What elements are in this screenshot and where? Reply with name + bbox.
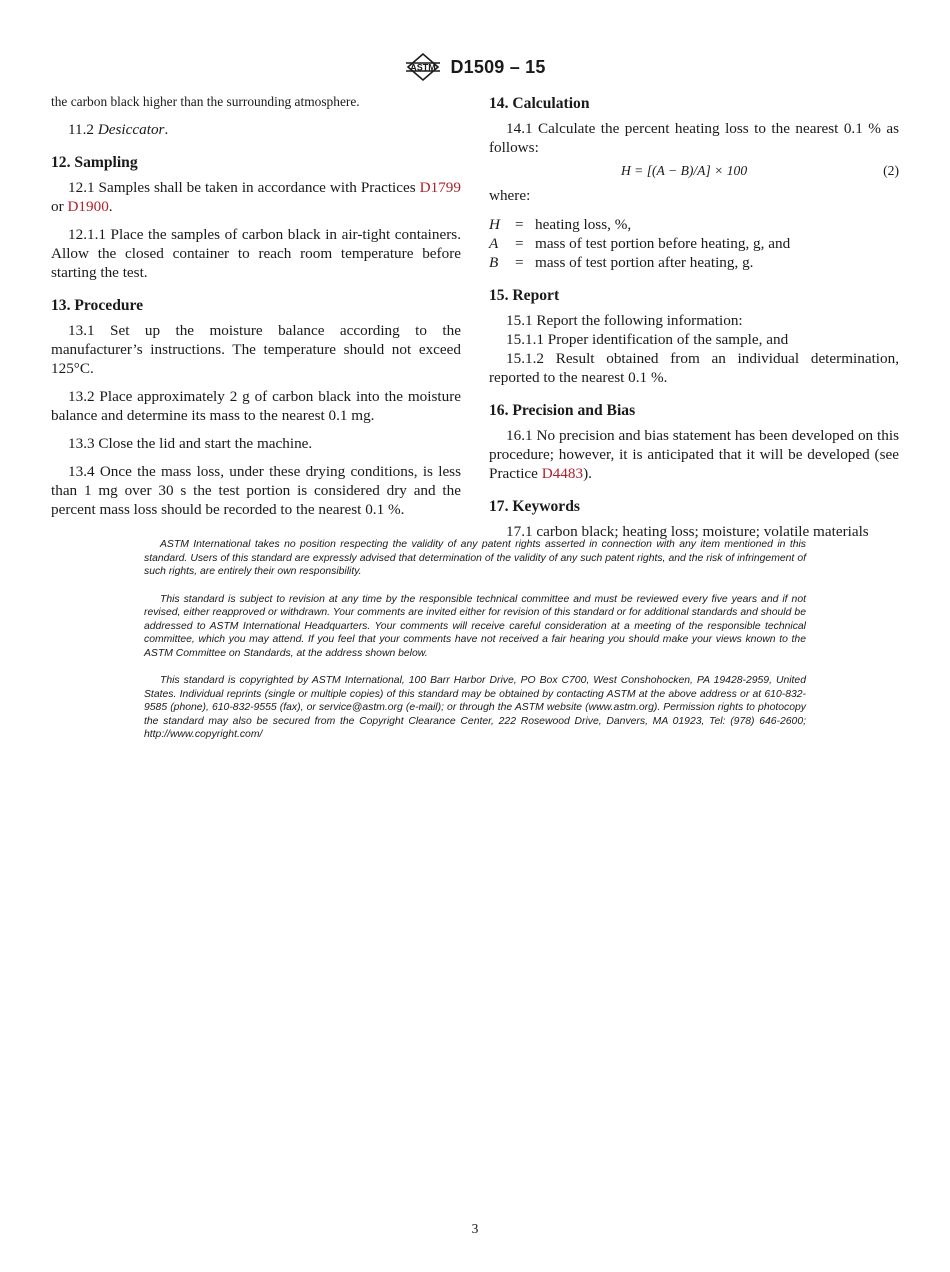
definition-text: mass of test portion after heating, g. <box>535 254 754 271</box>
section-14-heading: 14. Calculation <box>489 95 590 112</box>
paragraph-12-1-mid: or <box>51 198 68 215</box>
item-11-2-number: 11.2 <box>68 121 95 138</box>
paragraph-12-1 <box>51 178 461 216</box>
item-11-2-term: Desiccator <box>97 121 165 138</box>
copyright-notice: This standard is copyrighted by ASTM International, 100 Barr Harbor Drive, PO Box C700, West Conshohocken, PA 19428-2959, United States. Individual reprints (single or multiple copies) of this standard may be obtained by contacting ASTM at the above address or at 610-832-9585 (phone), 610-832-9555 (fax), or service@astm.org (e-mail); or through the ASTM website (www.astm.org). Permission rights to photocopy the standard may also be secured from the Copyright Clearance Center, 222 Rosewood Drive, Danvers, MA 01923, Tel: (978) 646-2600; http://www.copyright.com/ <box>144 675 806 740</box>
standard-designation: D1509 – 15 <box>450 56 546 77</box>
section-13-heading: 13. Procedure <box>51 297 144 314</box>
page-header <box>0 52 950 82</box>
definition-equals: = <box>515 235 524 252</box>
paragraph-17-1: 17.1 carbon black; heating loss; moisture; volatile materials <box>506 523 869 540</box>
paragraph-13-2: 13.2 Place approximately 2 g of carbon black into the moisture balance and determine its mass to the nearest 0.1 mg. <box>51 388 461 424</box>
patent-notice: ASTM International takes no position respecting the validity of any patent rights asserted in connection with any item mentioned in this standard. Users of this standard are expressly advised that determination of the validity of any such patent rights, and the risk of infringement of such rights, are entirely their own responsibility. <box>144 539 806 577</box>
paragraph-15-1-1: 15.1.1 Proper identification of the sample, and <box>506 331 789 348</box>
definition-equals: = <box>515 216 524 233</box>
definition-equals: = <box>515 254 524 271</box>
definition-text: heating loss, %, <box>535 216 632 233</box>
paragraph-13-3: 13.3 Close the lid and start the machine. <box>68 435 313 452</box>
paragraph-16-1-end: ). <box>583 465 592 482</box>
definition-row <box>489 234 899 253</box>
paragraph-12-1-1: 12.1.1 Place the samples of carbon black in air-tight containers. Allow the closed container to reach room temperature before starting the test. <box>51 226 461 281</box>
section-15-heading: 15. Report <box>489 287 560 304</box>
paragraph-15-1-2: 15.1.2 Result obtained from an individual determination, reported to the nearest 0.1 %. <box>489 350 899 386</box>
paragraph-14-1: 14.1 Calculate the percent heating loss to the nearest 0.1 % as follows: <box>489 120 899 156</box>
revision-notice: This standard is subject to revision at any time by the responsible technical committee and must be reviewed every five years and if not revised, either reapproved or withdrawn. Your comments are invited either for revision of this standard or for additional standards and should be addressed to ASTM International Headquarters. Your comments will receive careful consideration at a meeting of the responsible technical committee, which you may attend. If you feel that your comments have not received a fair hearing you should make your views known to the ASTM Committee on Standards, at the address shown below. <box>144 593 806 659</box>
link-d1799[interactable]: D1799 <box>419 179 461 196</box>
right-column <box>489 92 899 541</box>
equation-formula: H = [(A − B)/A] × 100 <box>620 163 748 178</box>
link-d1900[interactable]: D1900 <box>67 198 109 215</box>
paragraph-15-1: 15.1 Report the following information: <box>506 312 743 329</box>
equation-2 <box>489 161 899 180</box>
item-11-2-end: . <box>164 121 169 138</box>
item-11-2 <box>51 120 461 139</box>
link-d4483[interactable]: D4483 <box>541 465 584 482</box>
paragraph-16-1 <box>489 426 899 483</box>
paragraph-13-4: 13.4 Once the mass loss, under these drying conditions, is less than 1 mg over 30 s the test portion is considered dry and the percent mass loss should be recorded to the nearest 0.1 %. <box>51 463 461 518</box>
where-label: where: <box>489 187 531 204</box>
definition-symbol: A <box>489 235 499 252</box>
astm-notices <box>144 538 806 756</box>
paragraph-12-1-text: 12.1 Samples shall be taken in accordance with Practices <box>68 179 420 196</box>
definition-symbol: B <box>489 254 499 271</box>
section-16-heading: 16. Precision and Bias <box>489 402 636 419</box>
paragraph-16-1-text: 16.1 No precision and bias statement has been developed on this procedure; however, it is anticipated that it will be developed (see Practice <box>489 427 899 482</box>
definition-row <box>489 215 899 234</box>
definition-row <box>489 253 899 272</box>
paragraph-13-1: 13.1 Set up the moisture balance according to the manufacturer’s instructions. The temperature should not exceed 125°C. <box>51 322 461 377</box>
continuation-text: the carbon black higher than the surrounding atmosphere. <box>51 94 360 109</box>
section-12-heading: 12. Sampling <box>51 154 138 171</box>
equation-number: (2) <box>883 163 899 178</box>
definitions-list <box>489 215 899 272</box>
definition-symbol: H <box>489 216 500 233</box>
paragraph-12-1-end: . <box>108 198 113 215</box>
astm-logo-text: ASTM <box>410 62 437 73</box>
section-17-heading: 17. Keywords <box>489 498 580 515</box>
astm-logo <box>404 52 442 82</box>
definition-text: mass of test portion before heating, g, and <box>535 235 791 252</box>
page-number: 3 <box>471 1221 479 1236</box>
left-column <box>51 92 461 519</box>
